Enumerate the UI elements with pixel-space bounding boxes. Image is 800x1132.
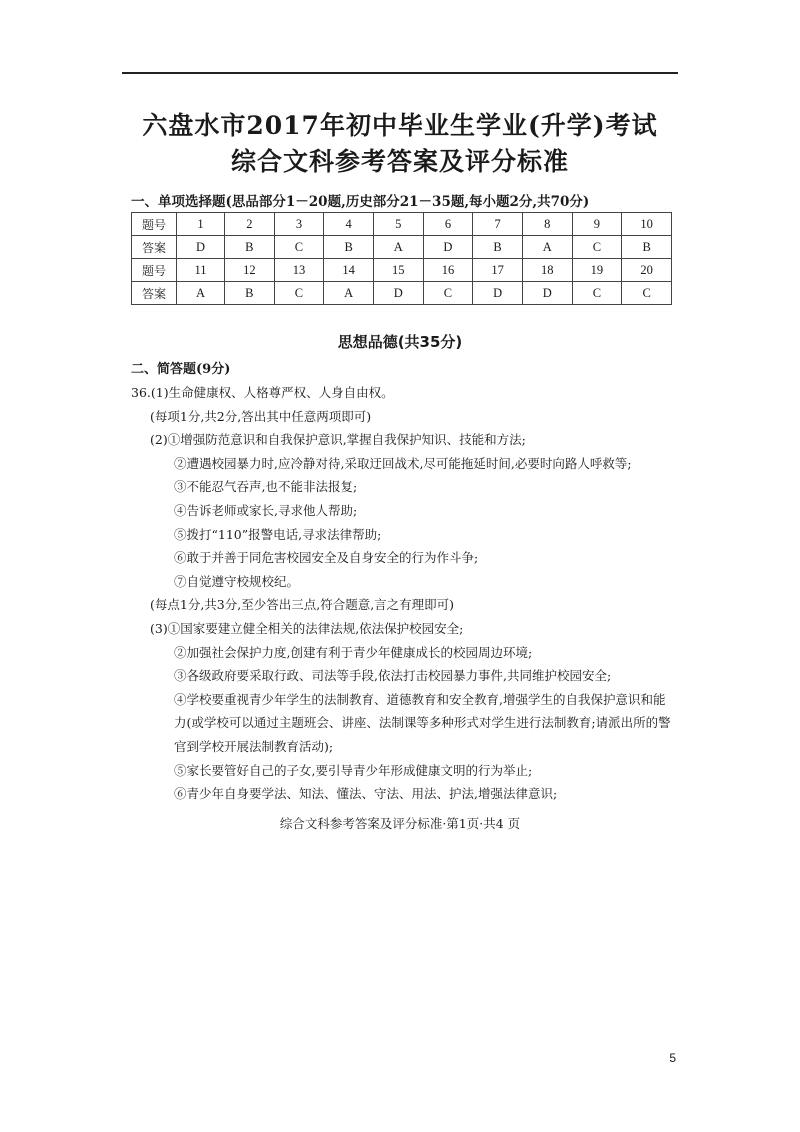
table-cell: A (324, 282, 374, 305)
subject-heading: 思想品德(共35分) (337, 333, 463, 351)
row-label: 答案 (132, 236, 177, 259)
table-cell: 7 (473, 213, 523, 236)
table-cell: A (373, 236, 423, 259)
table-cell: 19 (572, 259, 622, 282)
page-number: 5 (669, 1051, 676, 1065)
table-cell: B (622, 236, 672, 259)
table-cell: 2 (224, 213, 274, 236)
answer-line: ③不能忍气吞声,也不能非法报复; (174, 479, 358, 495)
table-cell: A (177, 282, 225, 305)
answer-line: 36.(1)生命健康权、人格尊严权、人身自由权。 (131, 385, 394, 400)
answer-line: (每项1分,共2分,答出其中任意两项即可) (150, 408, 372, 424)
answer-line: ⑥青少年自身要学法、知法、懂法、守法、用法、护法,增强法律意识; (174, 786, 558, 802)
answer-line: ⑦自觉遵守校规校纪。 (174, 573, 300, 589)
table-cell: C (274, 282, 324, 305)
answer-table-row (132, 259, 672, 282)
answer-line: ⑥敢于并善于同危害校园安全及自身安全的行为作斗争; (174, 550, 479, 566)
table-cell: C (274, 236, 324, 259)
answer-line: (3)①国家要建立健全相关的法律法规,依法保护校园安全; (150, 620, 464, 636)
answer-table-row (132, 236, 672, 259)
answer-line: ②遭遇校园暴力时,应冷静对待,采取迂回战术,尽可能拖延时间,必要时向路人呼救等; (174, 455, 632, 471)
table-cell: 15 (373, 259, 423, 282)
answer-line: ④告诉老师或家长,寻求他人帮助; (174, 502, 358, 518)
table-cell: D (373, 282, 423, 305)
row-label: 题号 (132, 259, 177, 282)
table-cell: D (177, 236, 225, 259)
table-cell: 14 (324, 259, 374, 282)
table-cell: 8 (522, 213, 572, 236)
table-cell: 3 (274, 213, 324, 236)
table-cell: D (423, 236, 473, 259)
table-cell: 13 (274, 259, 324, 282)
table-cell: B (224, 236, 274, 259)
table-cell: 18 (522, 259, 572, 282)
table-cell: 12 (224, 259, 274, 282)
table-cell: 10 (622, 213, 672, 236)
top-rule (122, 72, 678, 74)
table-cell: D (473, 282, 523, 305)
table-cell: B (224, 282, 274, 305)
table-cell: 11 (177, 259, 225, 282)
table-cell: 20 (622, 259, 672, 282)
row-label: 题号 (132, 213, 177, 236)
section2-heading: 二、简答题(9分) (131, 362, 231, 377)
table-cell: 9 (572, 213, 622, 236)
answer-line: ⑤拨打“110”报警电话,寻求法律帮助; (174, 526, 382, 542)
answer-line: ④学校要重视青少年学生的法制教育、道德教育和安全教育,增强学生的自我保护意识和能力(或学校可以通过主题班会、讲座、法制课等多种形式对学生进行法制教育;请派出所的警官到学校开展法制教育活动); (174, 691, 671, 754)
answer-table-row (132, 213, 672, 236)
answer-line: ②加强社会保护力度,创建有利于青少年健康成长的校园周边环境; (174, 644, 533, 660)
answer-key-table (131, 212, 672, 305)
table-cell: 1 (177, 213, 225, 236)
answer-line: (每点1分,共3分,至少答出三点,符合题意,言之有理即可) (150, 597, 455, 613)
page-footer: 综合文科参考答案及评分标准·第1页·共4 页 (279, 816, 521, 831)
doc-title-line2: 综合文科参考答案及评分标准 (230, 147, 569, 176)
table-cell: 16 (423, 259, 473, 282)
table-cell: C (423, 282, 473, 305)
answer-line: (2)①增强防范意识和自我保护意识,掌握自我保护知识、技能和方法; (150, 432, 526, 448)
table-cell: C (622, 282, 672, 305)
table-cell: A (522, 236, 572, 259)
section1-heading: 一、单项选择题(思品部分1－20题,历史部分21－35题,每小题2分,共70分) (131, 194, 590, 210)
table-cell: C (572, 282, 622, 305)
answer-table-row (132, 282, 672, 305)
doc-title-line1: 六盘水市2017年初中毕业生学业(升学)考试 (142, 111, 658, 140)
answer-body (131, 381, 676, 806)
row-label: 答案 (132, 282, 177, 305)
table-cell: 17 (473, 259, 523, 282)
table-cell: 5 (373, 213, 423, 236)
table-cell: B (473, 236, 523, 259)
table-cell: D (522, 282, 572, 305)
answer-line: ⑤家长要管好自己的子女,要引导青少年形成健康文明的行为举止; (174, 762, 533, 778)
table-cell: 4 (324, 213, 374, 236)
table-cell: C (572, 236, 622, 259)
table-cell: B (324, 236, 374, 259)
answer-line: ③各级政府要采取行政、司法等手段,依法打击校园暴力事件,共同维护校园安全; (174, 668, 612, 684)
table-cell: 6 (423, 213, 473, 236)
